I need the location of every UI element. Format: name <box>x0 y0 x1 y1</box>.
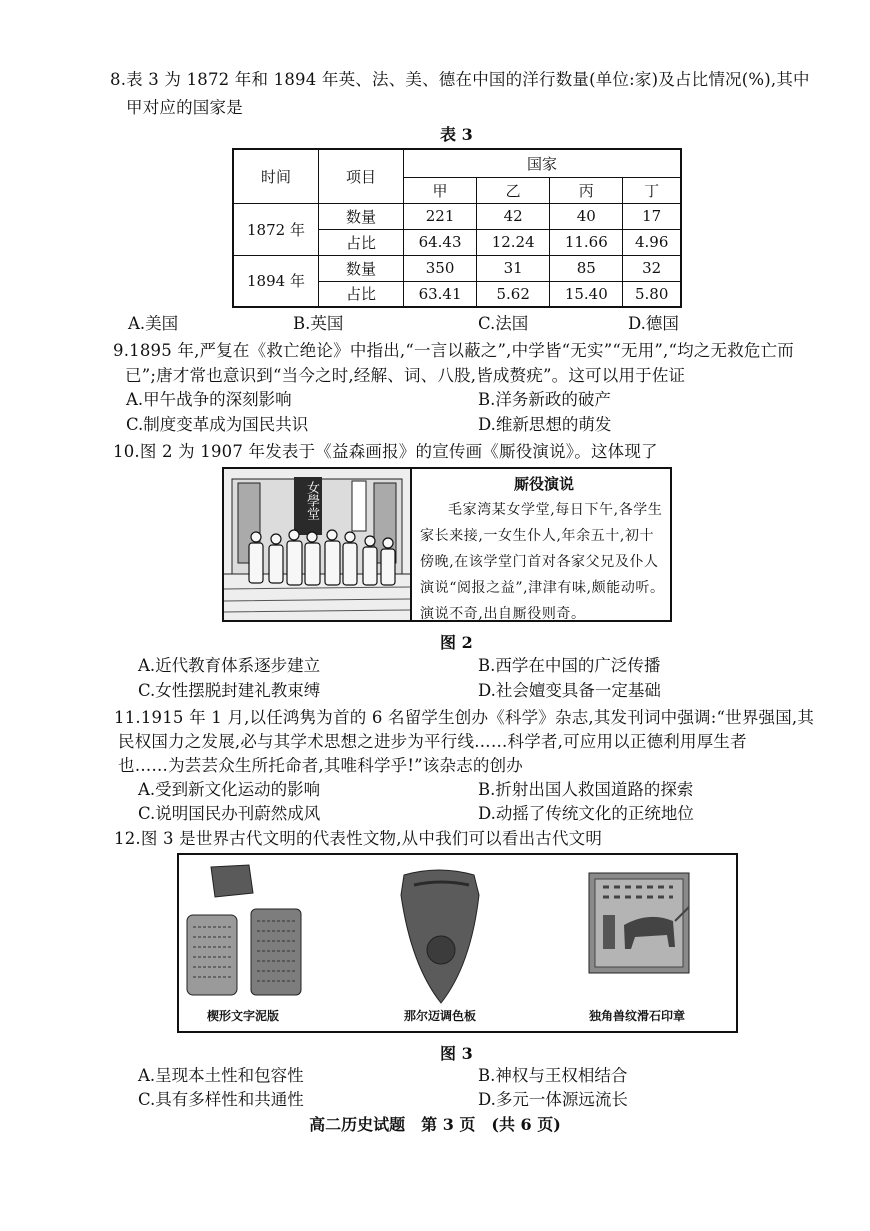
q11-stem-line1: 11.1915 年 1 月,以任鸿隽为首的 6 名留学生创办《科学》杂志,其发刊词中强调:“世界强国,其 <box>114 708 815 727</box>
table-cell: 40 <box>550 203 623 229</box>
q10-option-b[interactable]: B.西学在中国的广泛传播 <box>478 656 661 675</box>
q8-option-b[interactable]: B.英国 <box>293 314 344 333</box>
q10-option-d[interactable]: D.社会嬗变具备一定基础 <box>478 681 661 700</box>
q11-option-a[interactable]: A.受到新文化运动的影响 <box>138 780 321 799</box>
q11-option-c[interactable]: C.说明国民办刊蔚然成风 <box>138 804 321 823</box>
table-cell: 12.24 <box>477 229 550 255</box>
figure-2 <box>222 467 672 622</box>
artifact-label: 独角兽纹滑石印章 <box>589 1009 686 1023</box>
q10-option-a[interactable]: A.近代教育体系逐步建立 <box>138 656 321 675</box>
data-table <box>232 148 682 308</box>
header-item: 项目 <box>319 149 404 203</box>
q12-option-a[interactable]: A.呈现本土性和包容性 <box>138 1066 304 1085</box>
q8-option-a[interactable]: A.美国 <box>128 314 179 333</box>
table-cell: 221 <box>404 203 477 229</box>
item-cell: 占比 <box>319 281 404 307</box>
item-cell: 数量 <box>319 255 404 281</box>
table-cell: 4.96 <box>623 229 681 255</box>
table-cell: 15.40 <box>550 281 623 307</box>
q12-option-c[interactable]: C.具有多样性和共通性 <box>138 1090 304 1109</box>
q11-stem-line3: 也……为芸芸众生所托命者,其唯科学乎!”该杂志的创办 <box>118 756 524 775</box>
q11-stem-line2: 民权国力之发展,必与其学术思想之进步为平行线……科学者,可应用以正德利用厚生者 <box>118 732 747 751</box>
school-sign: 女學堂 <box>304 481 319 520</box>
figure-2-body: 毛家湾某女学堂,每日下午,各学生家长来接,一女生仆人,年余五十,初十傍晚,在该学堂门首对各家父兄及仆人演说“阅报之益”,津津有味,颇能动听。演说不奇,出自厮役则奇。 <box>420 502 665 622</box>
figure-2-text <box>420 473 668 627</box>
q10-option-c[interactable]: C.女性摆脱封建礼教束缚 <box>138 681 321 700</box>
figure-3-caption: 图 3 <box>440 1044 473 1063</box>
q12-option-b[interactable]: B.神权与王权相结合 <box>478 1066 628 1085</box>
figure-3 <box>177 853 738 1033</box>
q12-stem: 12.图 3 是世界古代文明的代表性文物,从中我们可以看出古代文明 <box>114 829 603 848</box>
table-cell: 11.66 <box>550 229 623 255</box>
country-header: 甲 <box>404 177 477 203</box>
q9-option-b[interactable]: B.洋务新政的破产 <box>478 390 611 409</box>
cuneiform-tablets <box>187 865 301 995</box>
woodcut-illustration <box>224 469 412 620</box>
table-caption: 表 3 <box>440 125 473 144</box>
q8-option-d[interactable]: D.德国 <box>628 314 679 333</box>
item-cell: 占比 <box>319 229 404 255</box>
narmer-palette <box>401 870 479 1003</box>
country-header: 乙 <box>477 177 550 203</box>
q11-option-d[interactable]: D.动摇了传统文化的正统地位 <box>478 804 694 823</box>
q8-stem-line2: 甲对应的国家是 <box>126 98 243 117</box>
table-cell: 5.62 <box>477 281 550 307</box>
table-cell: 64.43 <box>404 229 477 255</box>
header-time: 时间 <box>233 149 319 203</box>
q12-option-d[interactable]: D.多元一体源远流长 <box>478 1090 628 1109</box>
artifacts-graphic <box>179 855 736 1031</box>
table-cell: 31 <box>477 255 550 281</box>
country-header: 丁 <box>623 177 681 203</box>
artifact-label: 那尔迈调色板 <box>404 1009 477 1023</box>
table-cell: 85 <box>550 255 623 281</box>
country-header: 丙 <box>550 177 623 203</box>
unicorn-seal <box>589 873 689 973</box>
table-cell: 5.80 <box>623 281 681 307</box>
item-cell: 数量 <box>319 203 404 229</box>
figure-2-title: 厮役演说 <box>513 475 574 493</box>
q9-option-d[interactable]: D.维新思想的萌发 <box>478 415 612 434</box>
table-cell: 63.41 <box>404 281 477 307</box>
header-country: 国家 <box>404 149 682 177</box>
table-cell: 350 <box>404 255 477 281</box>
table-cell: 32 <box>623 255 681 281</box>
page-footer: 高二历史试题 第 3 页 (共 6 页) <box>309 1115 561 1134</box>
q8-option-c[interactable]: C.法国 <box>478 314 529 333</box>
q11-option-b[interactable]: B.折射出国人救国道路的探索 <box>478 780 694 799</box>
table-cell: 42 <box>477 203 550 229</box>
figure-2-caption: 图 2 <box>440 633 473 652</box>
q10-stem: 10.图 2 为 1907 年发表于《益森画报》的宣传画《厮役演说》。这体现了 <box>113 442 658 461</box>
artifact-label: 楔形文字泥版 <box>207 1009 280 1023</box>
q9-option-a[interactable]: A.甲午战争的深刻影响 <box>126 390 292 409</box>
table-cell: 17 <box>623 203 681 229</box>
q9-option-c[interactable]: C.制度变革成为国民共识 <box>126 415 309 434</box>
year-cell: 1894 年 <box>233 255 319 307</box>
q8-stem-line1: 8.表 3 为 1872 年和 1894 年英、法、美、德在中国的洋行数量(单位:家)及占比情况(%),其中 <box>110 70 810 89</box>
q9-stem-line1: 9.1895 年,严复在《救亡绝论》中指出,“一言以蔽之”,中学皆“无实”“无用”,“均之无救危亡而 <box>113 341 795 360</box>
year-cell: 1872 年 <box>233 203 319 255</box>
q9-stem-line2: 已”;唐才常也意识到“当今之时,经解、词、八股,皆成赘疣”。这可以用于佐证 <box>125 366 686 385</box>
